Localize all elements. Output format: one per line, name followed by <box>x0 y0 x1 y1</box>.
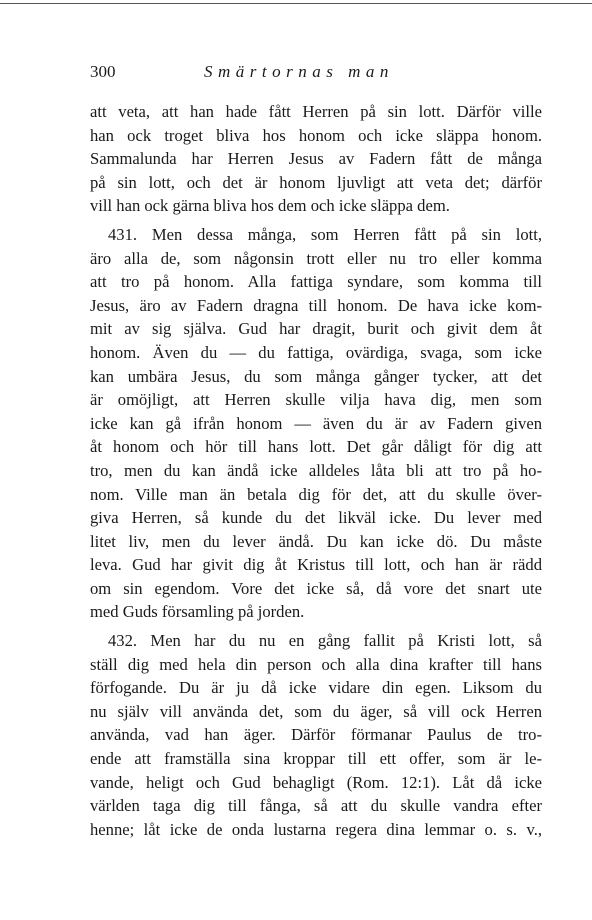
text-line: nu själv vill använda det, som du äger, så vill ock Herren <box>90 701 542 721</box>
text-line: vill han ock gärna bliva hos dem och icke släppa dem. <box>90 196 450 216</box>
paragraph <box>90 629 542 841</box>
page-number: 300 <box>90 62 116 81</box>
text-line: tro, men du kan ändå icke alldeles låta bli att tro på ho- <box>90 460 542 480</box>
text-line: han ock troget bliva hos honom och icke släppa honom. <box>90 125 542 145</box>
running-title: Smärtornas man <box>204 62 394 81</box>
text-line: giva Herren, så kunde du det likväl icke. Du lever med <box>90 508 542 528</box>
text-line: världen taga dig till fånga, så att du skulle vandra efter <box>90 796 542 816</box>
text-line: litet liv, men du lever ändå. Du kan icke dö. Du måste <box>90 531 542 551</box>
text-line: icke kan gå ifrån honom — även du är av Fadern given <box>90 413 542 433</box>
text-line: med Guds församling på jorden. <box>90 602 305 622</box>
text-line: på sin lott, och det är honom ljuvligt att veta det; därför <box>90 172 542 192</box>
top-edge-rule <box>0 3 592 4</box>
text-line: ende att framställa sina kroppar till ett offer, som är le- <box>90 749 542 769</box>
text-line: förfogande. Du är ju då icke vidare din egen. Liksom du <box>90 678 542 698</box>
paragraph <box>90 100 542 218</box>
text-line: honom. Även du — du fattiga, ovärdiga, svaga, som icke <box>90 342 542 362</box>
text-line: henne; låt icke de onda lustarna regera dina lemmar o. s. v., <box>90 819 542 839</box>
text-line: Jesus, äro av Fadern dragna till honom. De hava icke kom- <box>90 295 542 315</box>
text-line: Sammalunda har Herren Jesus av Fadern fått de många <box>90 149 542 169</box>
text-line: kan umbära Jesus, du som många gånger tycker, att det <box>90 366 542 386</box>
text-line: äro alla de, som någonsin trott eller nu tro eller komma <box>90 248 542 268</box>
text-line: att tro på honom. Alla fattiga syndare, som komma till <box>90 272 542 292</box>
text-line: om sin egendom. Vore det icke så, då vore det snart ute <box>90 578 542 598</box>
text-line: använda, vad han äger. Därför förmanar Paulus de tro- <box>90 725 542 745</box>
text-line: ställ dig med hela din person och alla dina krafter till hans <box>90 654 542 674</box>
text-line: 431. Men dessa många, som Herren fått på sin lott, <box>108 224 542 244</box>
text-line: åt honom och hör till hans lott. Det går dåligt för dig att <box>90 437 542 457</box>
text-line: nom. Ville man än betala dig för det, att du skulle över- <box>90 484 542 504</box>
text-line: leva. Gud har givit dig åt Kristus till lott, och han är rädd <box>90 555 542 575</box>
paragraph <box>90 223 542 624</box>
text-line: att veta, att han hade fått Herren på sin lott. Därför ville <box>90 102 542 121</box>
page-header <box>90 62 542 84</box>
text-line: mit av sig själva. Gud har dragit, burit och givit dem åt <box>90 319 542 339</box>
text-line: vande, heligt och Gud behagligt (Rom. 12:1). Låt då icke <box>90 772 542 792</box>
body-text <box>90 100 542 841</box>
text-line: är omöjligt, att Herren skulle vilja hava dig, men som <box>90 390 542 410</box>
text-line: 432. Men har du nu en gång fallit på Kristi lott, så <box>108 631 542 651</box>
